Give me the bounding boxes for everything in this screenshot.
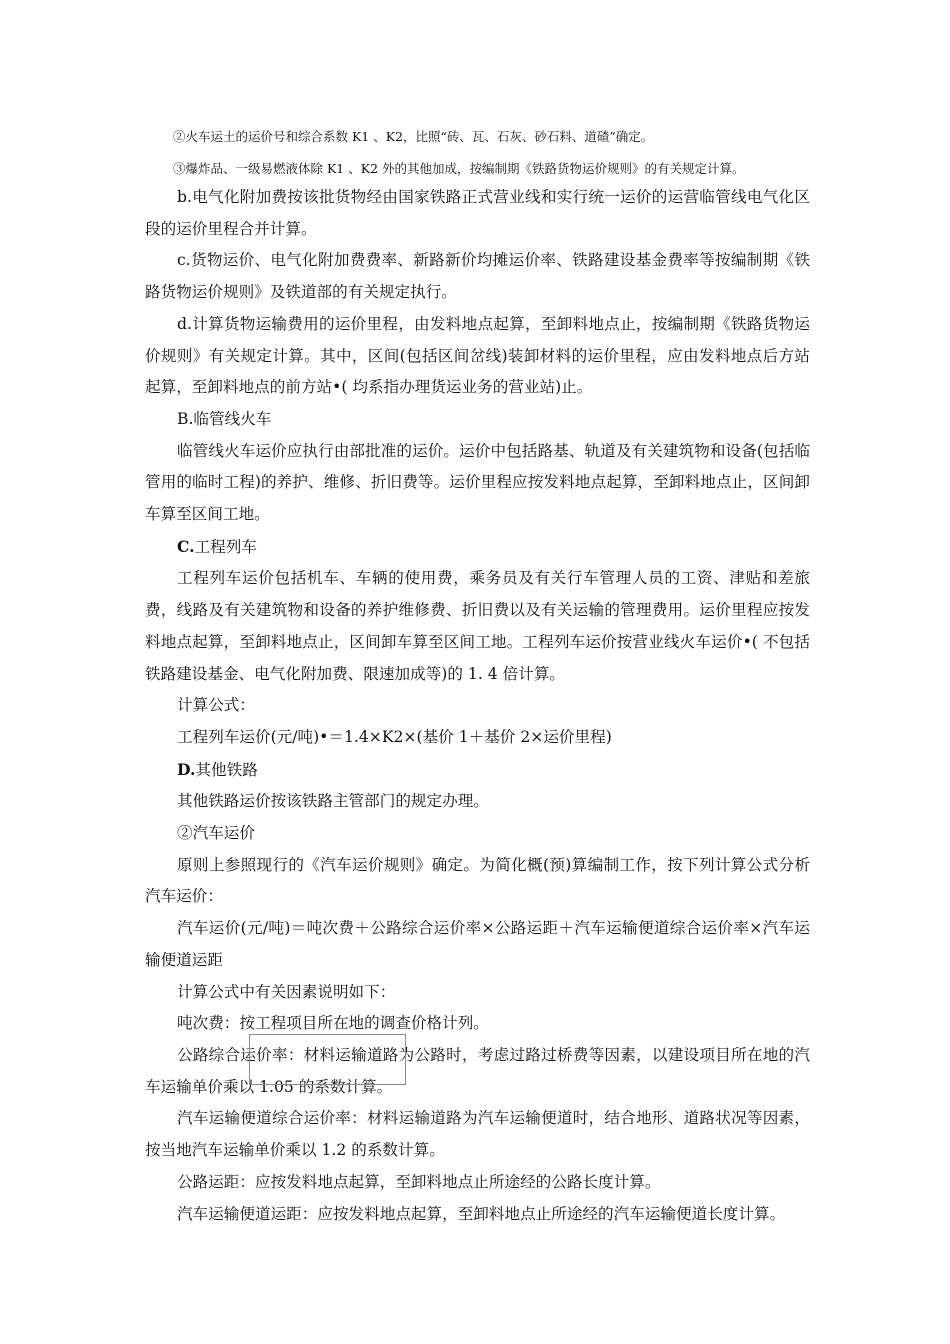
formula-truck-freight: 汽车运价(元/吨)＝吨次费＋公路综合运价率×公路运距＋汽车运输便道综合运价率×汽车运输便道运距	[145, 919, 810, 969]
heading-engineering-train-text: 工程列车	[194, 537, 257, 556]
paragraph-highway-rate: 公路综合运价率：材料运输道路为公路时，考虑过路过桥费等因素，以建设项目所在地的汽车运输单价乘以 1.05 的系数计算。	[145, 1045, 810, 1096]
heading-other-railways-lead: D.	[177, 759, 196, 779]
paragraph-factor-intro: 计算公式中有关因素说明如下：	[177, 982, 396, 1001]
heading-other-railways	[145, 754, 810, 787]
formula-engineering-train: 工程列车运价(元/吨)•＝1.4×K2×(基价 1＋基价 2×运价里程)	[177, 727, 612, 746]
note-3: ③爆炸品、一级易燃液体除 K1 、K2 外的其他加成，按编制期《铁路货物运价规则》的有关规定计算。	[173, 161, 745, 176]
paragraph-temporary-line-train: 临管线火车运价应执行由部批准的运价。运价中包括路基、轨道及有关建筑物和设备(包括临管用的临时工程)的养护、维修、折旧费等。运价里程应按发料地点起算，至卸料地点止，区间卸车算至区间工地。	[145, 441, 810, 524]
document-body	[145, 182, 810, 1230]
note-2: ②火车运土的运价号和综合系数 K1 、K2，比照“砖、瓦、石灰、砂石料、道碴”确定。	[173, 129, 654, 144]
paragraph-highway-distance: 公路运距：应按发料地点起算，至卸料地点止所途经的公路长度计算。	[177, 1172, 661, 1191]
heading-truck-freight: ②汽车运价	[177, 824, 255, 843]
paragraph-truck-principle: 原则上参照现行的《汽车运价规则》确定。为简化概(预)算编制工作，按下列计算公式分析汽车运价：	[145, 855, 810, 906]
paragraph-b: b.电气化附加费按该批货物经由国家铁路正式营业线和实行统一运价的运营临管线电气化区段的运价里程合并计算。	[145, 188, 810, 238]
heading-temporary-line-train: B.临管线火车	[177, 409, 272, 428]
paragraph-access-road-rate: 汽车运输便道综合运价率：材料运输道路为汽车运输便道时，结合地形、道路状况等因素，按当地汽车运输单价乘以 1.2 的系数计算。	[145, 1109, 810, 1160]
paragraph-d: d.计算货物运输费用的运价里程，由发料地点起算，至卸料地点止，按编制期《铁路货物运价规则》有关规定计算。其中，区间(包括区间岔线)装卸材料的运价里程，应由发料地点后方站起算，至卸料地点的前方站•( 均系指办理货运业务的营业站)止。	[145, 314, 810, 397]
heading-engineering-train-lead: C.	[177, 536, 195, 556]
paragraph-ton-fee: 吨次费：按工程项目所在地的调查价格计列。	[177, 1014, 489, 1033]
paragraph-access-road-distance: 汽车运输便道运距：应按发料地点起算，至卸料地点止所途经的汽车运输便道长度计算。	[177, 1204, 786, 1223]
paragraph-c: c.货物运价、电气化附加费费率、新路新价均摊运价率、铁路建设基金费率等按编制期《铁路货物运价规则》及铁道部的有关规定执行。	[145, 251, 810, 302]
formula-label: 计算公式：	[177, 696, 255, 715]
paragraph-other-railways: 其他铁路运价按该铁路主管部门的规定办理。	[177, 792, 489, 811]
paragraph-engineering-train: 工程列车运价包括机车、车辆的使用费，乘务员及有关行车管理人员的工资、津贴和差旅费，线路及有关建筑物和设备的养护维修费、折旧费以及有关运输的管理费用。运价里程应按发料地点起算，至卸料地点止，区间卸车算至区间工地。工程列车运价按营业线火车运价•( 不包括铁路建设基金、电气化附加费、限速加成等)的 1. 4 倍计算。	[145, 569, 810, 683]
heading-other-railways-text: 其他铁路	[195, 760, 258, 779]
heading-engineering-train	[145, 531, 810, 564]
